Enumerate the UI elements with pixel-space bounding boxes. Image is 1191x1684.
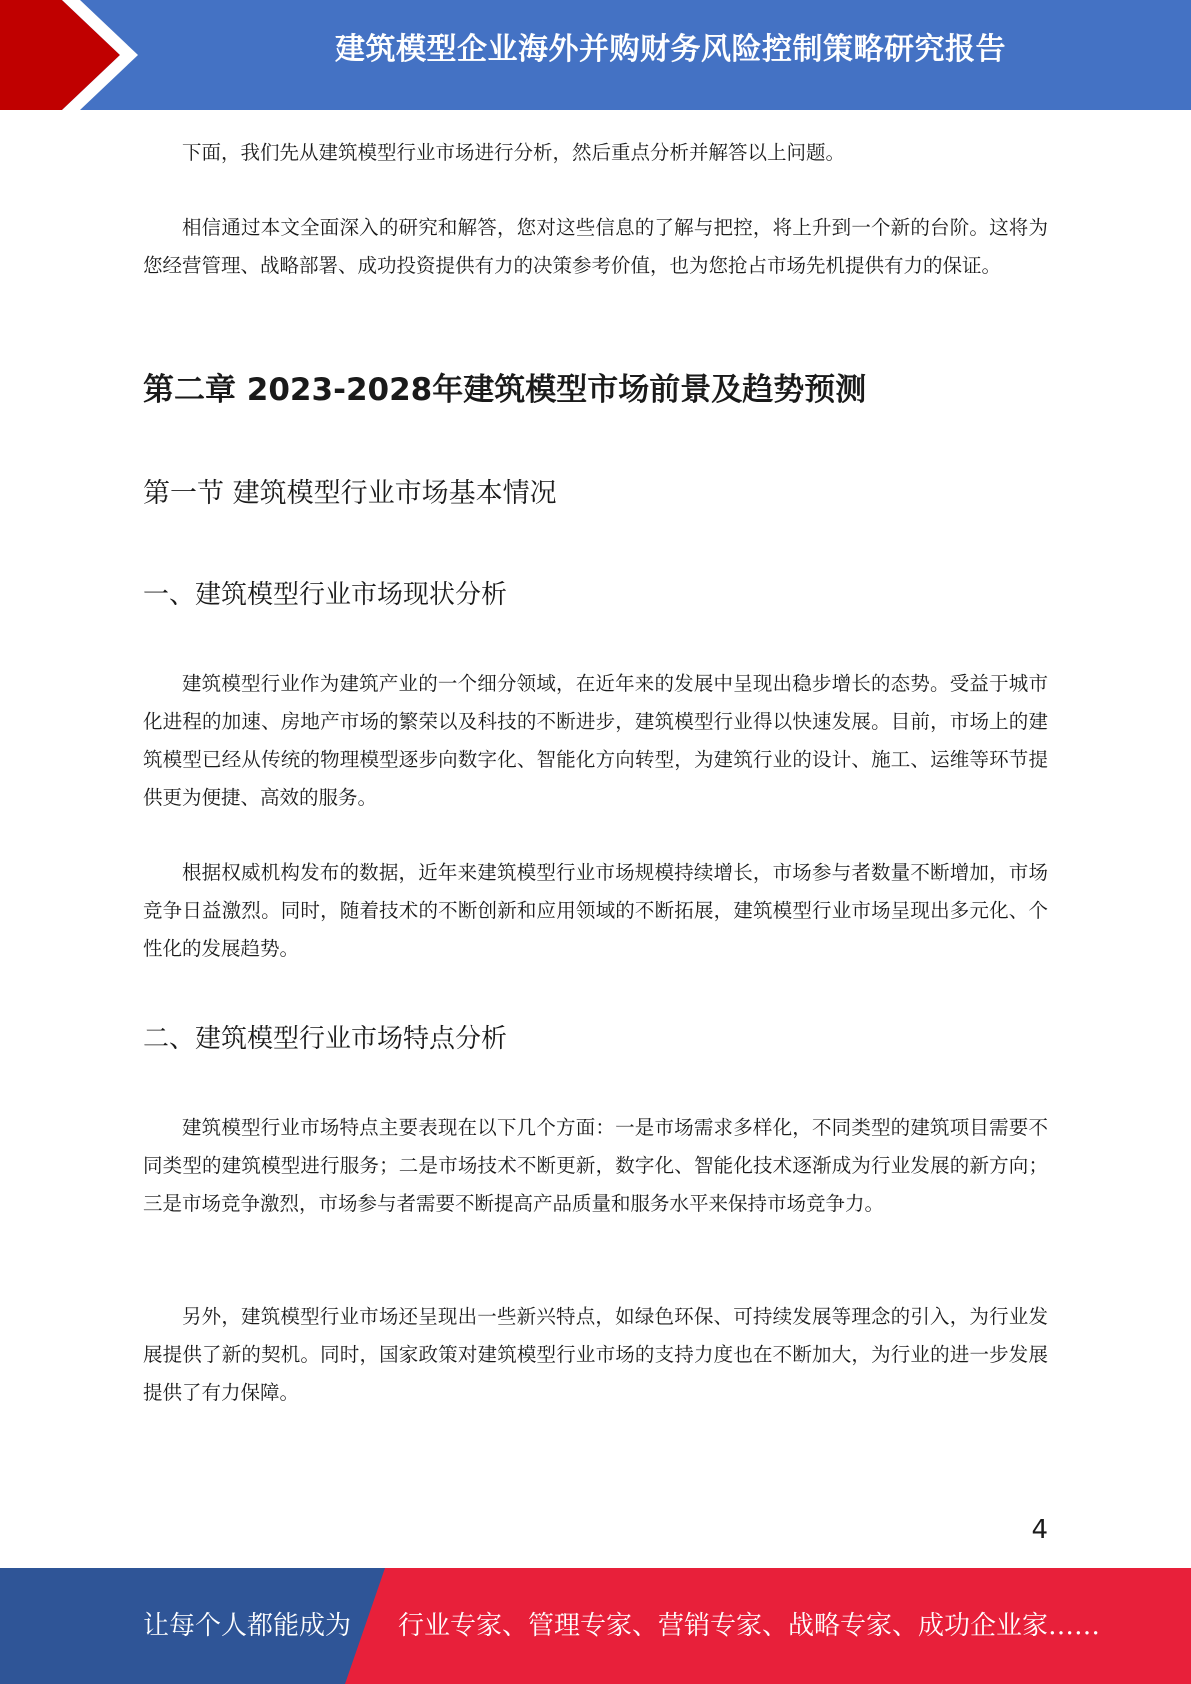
section-title: 第一节 建筑模型行业市场基本情况 xyxy=(143,478,557,509)
subsection-2-paragraph-1 xyxy=(143,1109,1048,1223)
intro-paragraph-2 xyxy=(143,209,1048,285)
paragraph: 另外，建筑模型行业市场还呈现出一些新兴特点，如绿色环保、可持续发展等理念的引入，为行业发展提供了新的契机。同时，国家政策对建筑模型行业市场的支持力度也在不断加大，为行业的进一步发展提供了有力保障。 xyxy=(143,1305,1048,1404)
page-number: 4 xyxy=(1031,1515,1048,1545)
header-red-chevron xyxy=(0,0,150,110)
paragraph: 建筑模型行业作为建筑产业的一个细分领域，在近年来的发展中呈现出稳步增长的态势。受益于城市化进程的加速、房地产市场的繁荣以及科技的不断进步，建筑模型行业得以快速发展。目前，市场上的建筑模型已经从传统的物理模型逐步向数字化、智能化方向转型，为建筑行业的设计、施工、运维等环节提供更为便捷、高效的服务。 xyxy=(143,672,1048,809)
intro-paragraph-1 xyxy=(143,134,1048,172)
subsection-2-paragraph-2 xyxy=(143,1298,1048,1412)
paragraph: 相信通过本文全面深入的研究和解答，您对这些信息的了解与把控，将上升到一个新的台阶。这将为您经营管理、战略部署、成功投资提供有力的决策参考价值，也为您抢占市场先机提供有力的保证。 xyxy=(143,216,1048,277)
subsection-1-paragraph-1 xyxy=(143,665,1048,817)
subsection-1-paragraph-2 xyxy=(143,854,1048,968)
page-header xyxy=(0,0,1191,110)
subsection-2-heading xyxy=(143,1018,1048,1055)
page-footer xyxy=(0,1568,1191,1684)
subsection-title: 一、建筑模型行业市场现状分析 xyxy=(143,580,508,610)
subsection-title: 二、建筑模型行业市场特点分析 xyxy=(143,1024,508,1054)
footer-slogan-right: 行业专家、管理专家、营销专家、战略专家、成功企业家…… xyxy=(398,1611,1101,1641)
subsection-1-heading xyxy=(143,574,1048,611)
section-heading xyxy=(143,471,1048,510)
paragraph: 建筑模型行业市场特点主要表现在以下几个方面：一是市场需求多样化，不同类型的建筑项目需要不同类型的建筑模型进行服务；二是市场技术不断更新，数字化、智能化技术逐渐成为行业发展的新方向；三是市场竞争激烈，市场参与者需要不断提高产品质量和服务水平来保持市场竞争力。 xyxy=(143,1116,1048,1215)
footer-slogan-left: 让每个人都能成为 xyxy=(143,1611,352,1641)
chapter-heading xyxy=(143,364,1048,409)
header-title: 建筑模型企业海外并购财务风险控制策略研究报告 xyxy=(335,32,1006,67)
paragraph: 根据权威机构发布的数据，近年来建筑模型行业市场规模持续增长，市场参与者数量不断增加，市场竞争日益激烈。同时，随着技术的不断创新和应用领域的不断拓展，建筑模型行业市场呈现出多元化、个性化的发展趋势。 xyxy=(143,861,1048,960)
paragraph: 下面，我们先从建筑模型行业市场进行分析，然后重点分析并解答以上问题。 xyxy=(182,141,846,164)
chapter-title: 第二章 2023-2028年建筑模型市场前景及趋势预测 xyxy=(143,372,867,408)
